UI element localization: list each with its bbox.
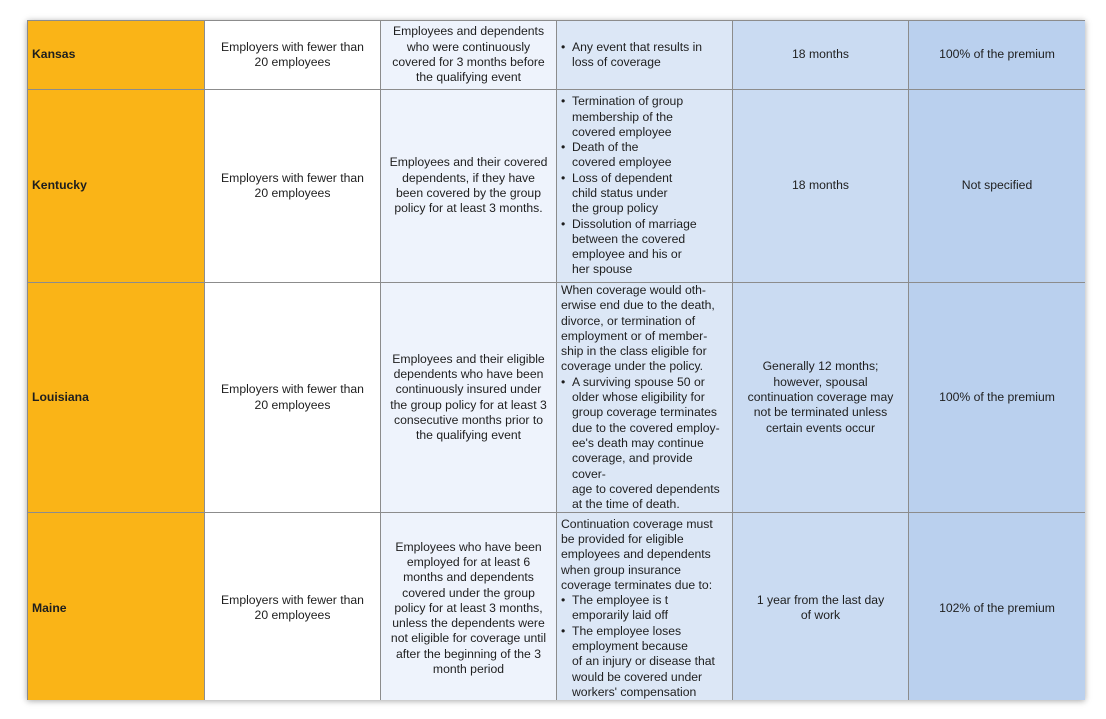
employers-cell: Employers with fewer than 20 employees (205, 90, 381, 283)
premium-cell: 102% of the premium (909, 513, 1086, 700)
qualifying-events-cell (557, 283, 733, 513)
employers-cell: Employers with fewer than 20 employees (205, 21, 381, 90)
employers-cell: Employers with fewer than 20 employees (205, 283, 381, 513)
eligibility-cell: Employees and their eligible dependents who have been continuously insured under the group policy for at least 3 consecutive months prior to the qualifying event (381, 283, 557, 513)
state-name: Louisiana (28, 283, 205, 513)
qualifying-events-cell (557, 90, 733, 283)
qualifying-events-list (561, 94, 728, 278)
event-item: • Termination of group membership of the covered employee (561, 94, 728, 140)
premium-cell: 100% of the premium (909, 21, 1086, 90)
event-item: • Death of the covered employee (561, 140, 728, 171)
event-item: • A surviving spouse 50 or older whose eligibility for group coverage terminates due to the covered employ- ee's death may continue coverage, and provide cover- age to covered dependents at the time of death. (561, 375, 728, 513)
qualifying-events-list (561, 40, 728, 71)
duration-cell: 18 months (733, 21, 909, 90)
duration-cell: 18 months (733, 90, 909, 283)
event-item: • Dissolution of marriage between the covered employee and his or her spouse (561, 217, 728, 278)
qualifying-events-list (561, 593, 728, 700)
event-item: • Loss of dependent child status under the group policy (561, 171, 728, 217)
premium-cell: 100% of the premium (909, 283, 1086, 513)
table-row-maine (28, 513, 1086, 700)
premium-cell: Not specified (909, 90, 1086, 283)
table-row-kansas (28, 21, 1086, 90)
state-name: Maine (28, 513, 205, 700)
document-page (27, 20, 1085, 700)
eligibility-cell: Employees and their covered dependents, if they have been covered by the group policy for at least 3 months. (381, 90, 557, 283)
duration-cell: 1 year from the last day of work (733, 513, 909, 700)
events-intro: When coverage would oth- erwise end due to the death, divorce, or termination of employment or of member- ship in the class eligible for coverage under the policy. (561, 283, 715, 374)
state-name: Kentucky (28, 90, 205, 283)
qualifying-events-cell (557, 21, 733, 90)
qualifying-events-list (561, 375, 728, 513)
table-row-louisiana (28, 283, 1086, 513)
continuation-coverage-table (27, 20, 1085, 700)
eligibility-cell: Employees and dependents who were continuously covered for 3 months before the qualifying event (381, 21, 557, 90)
event-item: • The employee is t emporarily laid off (561, 593, 728, 624)
duration-cell: Generally 12 months; however, spousal continuation coverage may not be terminated unless certain events occur (733, 283, 909, 513)
event-item: • Any event that results in loss of coverage (561, 40, 728, 71)
employers-cell: Employers with fewer than 20 employees (205, 513, 381, 700)
qualifying-events-cell (557, 513, 733, 700)
event-item: • The employee loses employment because of an injury or disease that would be covered under workers' compensation (561, 624, 728, 700)
state-name: Kansas (28, 21, 205, 90)
events-intro: Continuation coverage must be provided for eligible employees and dependents when group insurance coverage terminates due to: (561, 516, 713, 592)
eligibility-cell: Employees who have been employed for at least 6 months and dependents covered under the group policy for at least 3 months, unless the dependents were not eligible for coverage until after the beginning of the 3 month period (381, 513, 557, 700)
table-row-kentucky (28, 90, 1086, 283)
